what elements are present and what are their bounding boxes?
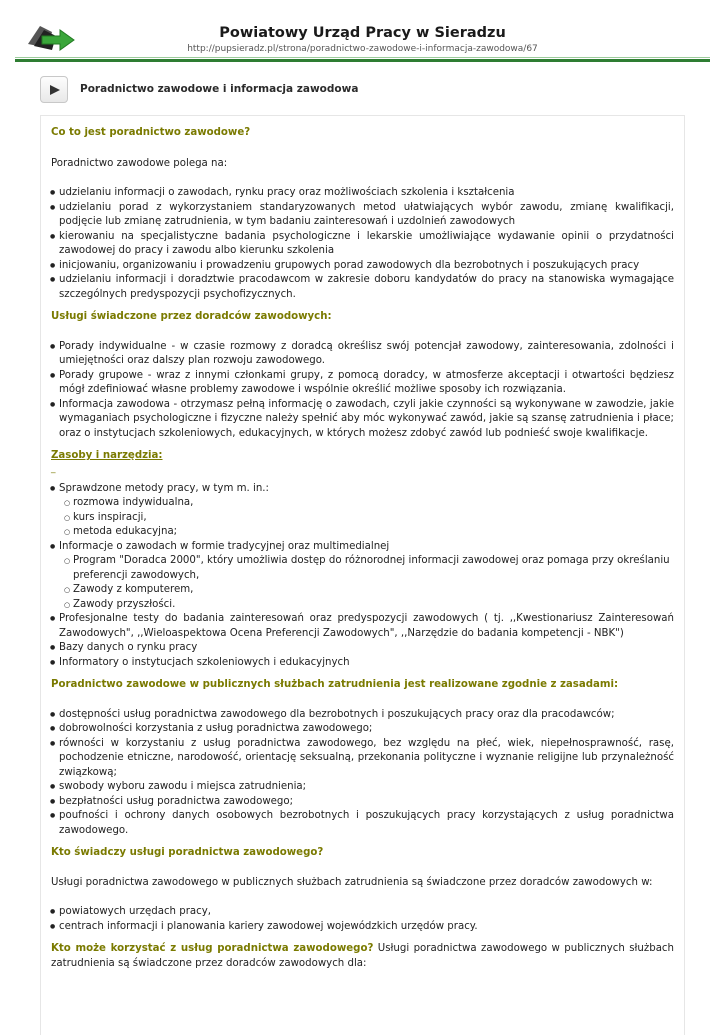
page-header	[0, 0, 725, 62]
list-item-text: Informacje o zawodach w formie tradycyjnej oraz multimedialnej	[59, 540, 390, 552]
list-item: ● równości w korzystaniu z usług poradnictwa zawodowego, bez względu na płeć, wiek, niepełnosprawność, rasę, pochodzenie etniczne, narodowość, orientację seksualną, przekonania polityczne i wyznanie religijne lub przynależność związkową;	[59, 737, 674, 781]
section-heading: Kto może korzystać z usług poradnictwa zawodowego?	[51, 943, 374, 954]
list-item: ● powiatowych urzędach pracy,	[59, 905, 674, 920]
list-item: ● kierowaniu na specjalistyczne badania psychologiczne i lekarskie umożliwiające wydawanie opinii o przydatności zawodowej do pracy i zawodu albo kierunku szkolenia	[59, 230, 674, 259]
sub-list-item: ○ rozmowa indywidualna,	[73, 496, 674, 511]
bullet-list	[51, 708, 674, 839]
article-content	[40, 115, 685, 1035]
page-heading-bar	[40, 76, 685, 104]
sub-list-item: ○ Program "Doradca 2000", który umożliwia dostęp do różnorodnej informacji zawodowej oraz pomaga przy określaniu preferencji zawodowych,	[73, 554, 674, 583]
list-item: ● Porady indywidualne - w czasie rozmowy z doradcą określisz swój potencjał zawodowy, zainteresowania, zdolności i umiejętności oraz dalszy plan rozwoju zawodowego.	[59, 340, 674, 369]
sub-list-item: ○ kurs inspiracji,	[73, 511, 674, 526]
list-item: ● udzielaniu informacji o zawodach, rynku pracy oraz możliwościach szkolenia i kształcenia	[59, 186, 674, 201]
list-item: ● swobody wyboru zawodu i miejsca zatrudnienia;	[59, 780, 674, 795]
sub-list-item: ○ Zawody z komputerem,	[73, 583, 674, 598]
header-divider-light	[15, 57, 710, 58]
paragraph: Usługi poradnictwa zawodowego w publicznych służbach zatrudnienia są świadczone przez doradców zawodowych w:	[51, 876, 653, 888]
list-item: ● centrach informacji i planowania kariery zawodowej wojewódzkich urzędów pracy.	[59, 920, 674, 935]
page-title: Poradnictwo zawodowe i informacja zawodowa	[80, 83, 359, 95]
section-heading: Zasoby i narzędzia:	[51, 450, 163, 461]
list-item: ● Bazy danych o rynku pracy	[59, 641, 674, 656]
list-item: ● Informatory o instytucjach szkoleniowych i edukacyjnych	[59, 656, 674, 671]
list-item-text: Sprawdzone metody pracy, w tym m. in.:	[59, 482, 269, 494]
paragraph: Poradnictwo zawodowe polega na:	[51, 157, 228, 169]
section-heading: Poradnictwo zawodowe w publicznych służbach zatrudnienia jest realizowane zgodnie z zasadami:	[51, 679, 619, 690]
header-divider	[15, 59, 710, 62]
list-item: ● poufności i ochrony danych osobowych bezrobotnych i poszukujących pracy korzystających z usług poradnictwa zawodowego.	[59, 809, 674, 838]
paragraph	[51, 942, 674, 971]
paragraph-text: Usługi poradnictwa zawodowego w publicznych służbach zatrudnienia są świadczone przez doradców zawodowych dla:	[51, 943, 674, 969]
list-item: ● udzielaniu porad z wykorzystaniem standaryzowanych metod ułatwiających wybór zawodu, zmianę kwalifikacji, podjęcie lub zmianę zatrudnienia, w tym badaniu zainteresowań i uzdolnień zawodowych	[59, 201, 674, 230]
list-item: ● dobrowolności korzystania z usług poradnictwa zawodowego;	[59, 722, 674, 737]
list-item	[59, 540, 674, 613]
list-item	[59, 482, 674, 540]
sub-list-item: ○ Zawody przyszłości.	[73, 598, 674, 613]
section-heading: Usługi świadczone przez doradców zawodowych:	[51, 311, 332, 322]
underline-dash: _	[51, 463, 56, 474]
section-heading: Kto świadczy usługi poradnictwa zawodowego?	[51, 847, 324, 858]
sub-list	[59, 496, 674, 540]
bullet-list	[51, 905, 674, 934]
list-item: ● dostępności usług poradnictwa zawodowego dla bezrobotnych i poszukujących pracy oraz dla pracodawców;	[59, 708, 674, 723]
list-item: ● Informacja zawodowa - otrzymasz pełną informację o zawodach, czyli jakie czynności są wykonywane w zawodzie, jakie wymaganiach psychologiczne i fizyczne należy spełnić aby móc wykonywać zawód, jakie są szansę zatrudnienia i płace; oraz o instytucjach szkoleniowych, edukacyjnych, w których możesz zdobyć zawód lub podnieść swoje kwalifikacje.	[59, 398, 674, 442]
list-item: ● Profesjonalne testy do badania zainteresowań oraz predyspozycji zawodowych ( tj. ,,Kwestionariusz Zainteresowań Zawodowych", ,,Wieloaspektowa Ocena Preferencji Zawodowych", ,,Narzędzie do badania kompetencji - NBK")	[59, 612, 674, 641]
list-item: ● udzielaniu informacji i doradztwie pracodawcom w zakresie doboru kandydatów do pracy na stanowiska wymagające szczególnych predyspozycji psychofizycznych.	[59, 273, 674, 302]
site-url: http://pupsieradz.pl/strona/poradnictwo-zawodowe-i-informacja-zawodowa/67	[187, 44, 538, 54]
arrow-button[interactable]	[40, 76, 68, 103]
bullet-list	[51, 186, 674, 302]
list-item: ● Porady grupowe - wraz z innymi członkami grupy, z pomocą doradcy, w atmosferze akceptacji i otwartości będziesz mógł zdefiniować własne problemy zawodowe i wspólnie określić możliwe sposoby ich rozwiązania.	[59, 369, 674, 398]
section-heading: Co to jest poradnictwo zawodowe?	[51, 127, 251, 138]
bullet-list	[51, 340, 674, 442]
play-arrow-icon	[49, 84, 61, 96]
list-item: ● bezpłatności usług poradnictwa zawodowego;	[59, 795, 674, 810]
sub-list-item: ○ metoda edukacyjna;	[73, 525, 674, 540]
list-item: ● inicjowaniu, organizowaniu i prowadzeniu grupowych porad zawodowych dla bezrobotnych i poszukujących pracy	[59, 259, 674, 274]
sub-list	[59, 554, 674, 612]
bullet-list	[51, 482, 674, 671]
site-title: Powiatowy Urząd Pracy w Sieradzu	[219, 25, 506, 41]
